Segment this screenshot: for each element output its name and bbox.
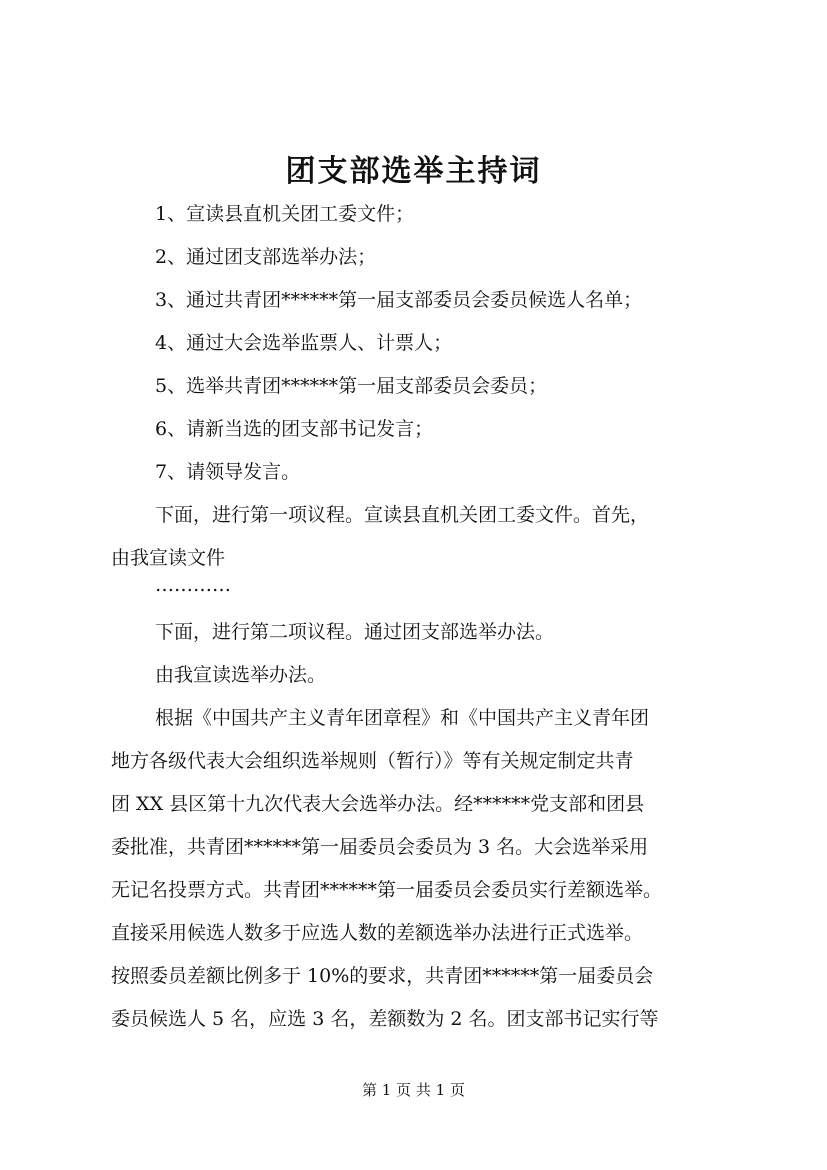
ellipsis-line: …………	[155, 574, 231, 596]
paragraph-line: 由我宣读选举办法。	[155, 664, 327, 686]
paragraph-line: 根据《中国共产主义青年团章程》和《中国共产主义青年团	[155, 707, 650, 729]
agenda-item: 7、请领导发言。	[155, 461, 301, 483]
agenda-item: 5、选举共青团******第一届支部委员会委员；	[155, 375, 548, 397]
paragraph-line: 地方各级代表大会组织选举规则（暂行）》等有关规定制定共青	[111, 750, 634, 772]
page-title: 团支部选举主持词	[285, 154, 542, 189]
page-number: 第 1 页 共 1 页	[362, 1081, 465, 1099]
agenda-item: 3、通过共青团******第一届支部委员会委员候选人名单；	[155, 289, 643, 311]
paragraph-line: 按照委员差额比例多于 10%的要求，共青团******第一届委员会	[111, 965, 654, 987]
paragraph-line: 下面，进行第一项议程。宣读县直机关团工委文件。首先，	[155, 504, 650, 526]
paragraph-line: 团 XX 县区第十九次代表大会选举办法。经******党支部和团县	[111, 793, 645, 815]
agenda-item: 2、通过团支部选举办法；	[155, 246, 377, 268]
paragraph-line: 下面，进行第二项议程。通过团支部选举办法。	[155, 621, 555, 643]
agenda-item: 6、请新当选的团支部书记发言；	[155, 418, 434, 440]
agenda-item: 1、宣读县直机关团工委文件；	[155, 203, 415, 225]
paragraph-line: 委员候选人 5 名，应选 3 名，差额数为 2 名。团支部书记实行等	[111, 1008, 659, 1030]
paragraph-line: 直接采用候选人数多于应选人数的差额选举办法进行正式选举。	[111, 922, 644, 944]
agenda-item: 4、通过大会选举监票人、计票人；	[155, 332, 453, 354]
paragraph-line: 由我宣读文件	[111, 547, 226, 569]
paragraph-line: 委批准，共青团******第一届委员会委员为 3 名。大会选举采用	[111, 836, 649, 858]
paragraph-line: 无记名投票方式。共青团******第一届委员会委员实行差额选举。	[111, 879, 663, 901]
